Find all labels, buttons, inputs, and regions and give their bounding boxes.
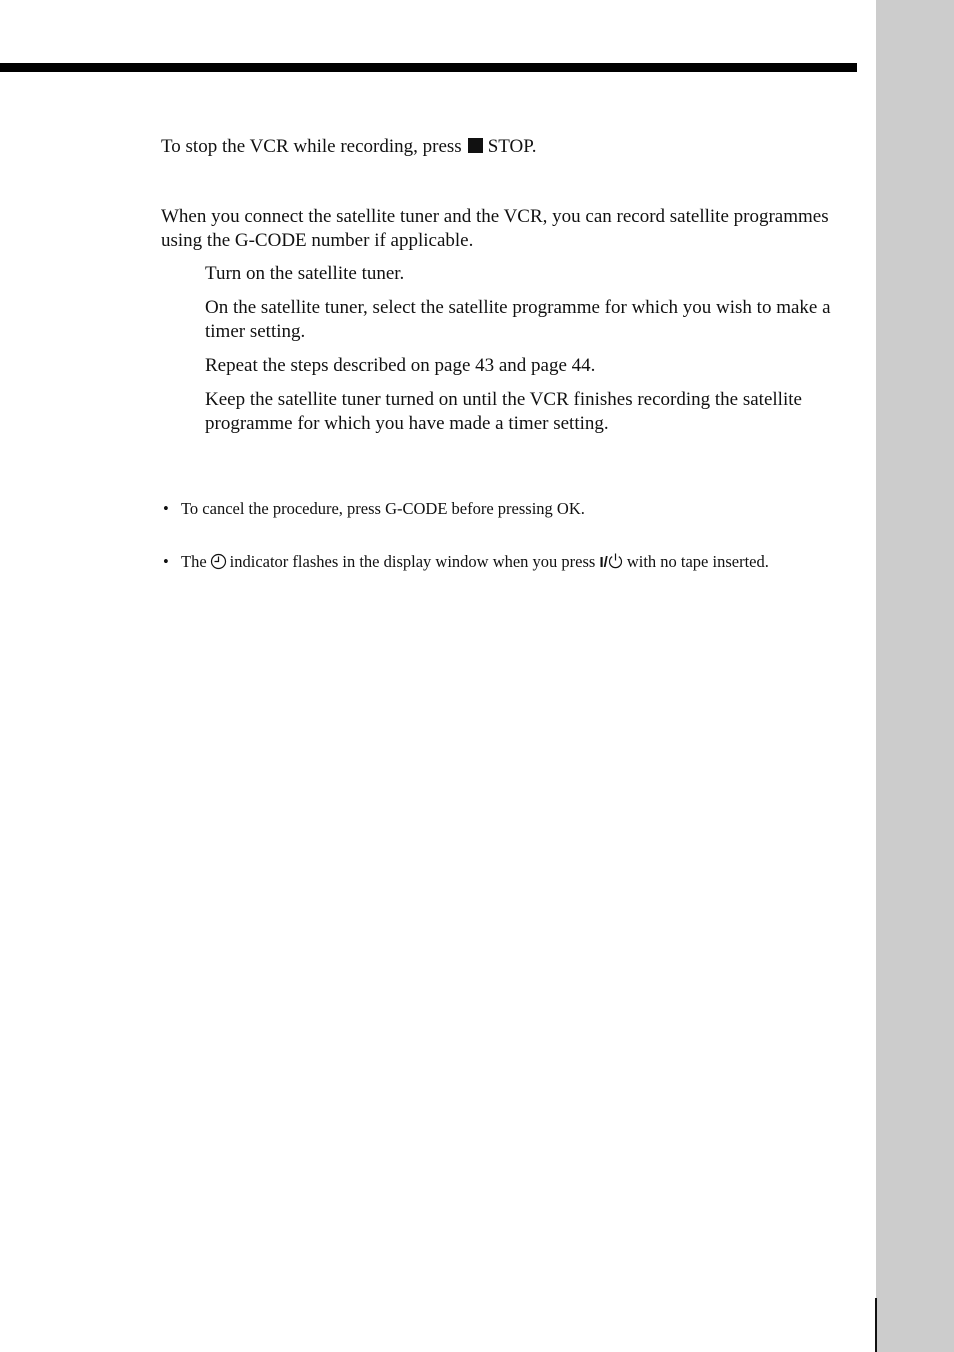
bullet-icon: • bbox=[163, 552, 169, 571]
step-item: Turn on the satellite tuner. bbox=[205, 263, 405, 284]
step-item: Repeat the steps described on page 43 and page 44. bbox=[205, 355, 596, 376]
power-key-label: I/ bbox=[599, 554, 608, 571]
side-tab-marker-line bbox=[875, 1298, 877, 1352]
stop-instruction bbox=[161, 135, 861, 159]
note-list-cancel bbox=[162, 498, 862, 519]
note-text-no-tape: with no tape inserted. bbox=[626, 552, 769, 571]
note-item-cancel bbox=[162, 498, 862, 519]
step-item: On the satellite tuner, select the satellite programme for which you wish to make a timer setting. bbox=[205, 297, 831, 342]
chapter-side-tab bbox=[876, 0, 954, 1352]
standby-power-icon bbox=[608, 552, 623, 569]
step-item: Keep the satellite tuner turned on until the VCR finishes recording the satellite programme for which you have made a timer setting. bbox=[205, 389, 802, 434]
stop-button-label: STOP. bbox=[487, 136, 537, 157]
note-text-indicator: indicator flashes in the display window when you press bbox=[229, 552, 596, 571]
note-text-the: The bbox=[181, 552, 207, 571]
note-list-timer bbox=[162, 551, 862, 573]
note-text-cancel: To cancel the procedure, press G-CODE before pressing OK. bbox=[181, 499, 585, 518]
bullet-icon: • bbox=[163, 499, 169, 518]
satellite-steps-list bbox=[205, 262, 865, 446]
stop-instruction-text: To stop the VCR while recording, press bbox=[161, 136, 462, 157]
satellite-intro: When you connect the satellite tuner and the VCR, you can record satellite programmes using the G-CODE number if applicable. bbox=[161, 206, 829, 251]
stop-square-icon bbox=[468, 138, 483, 153]
section-header-rule bbox=[0, 63, 857, 72]
timer-clock-icon bbox=[210, 553, 227, 570]
note-item-timer bbox=[162, 551, 862, 573]
